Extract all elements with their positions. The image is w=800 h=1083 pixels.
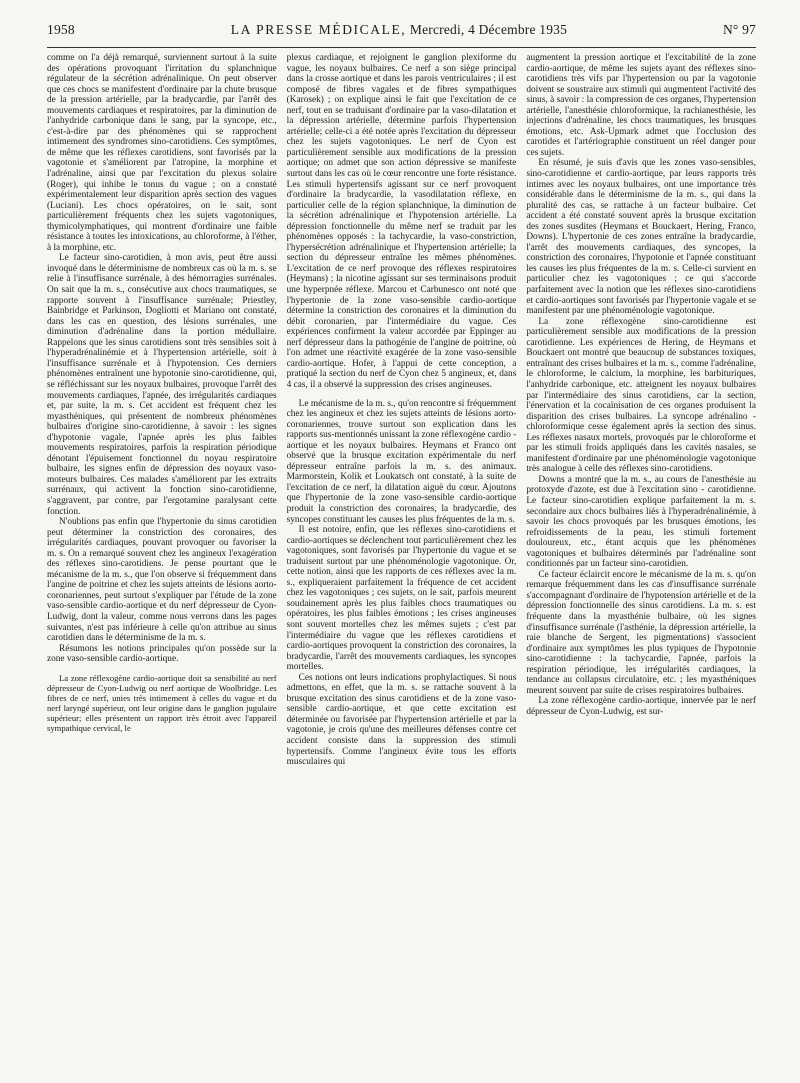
paragraph: Ces notions ont leurs indications prophylactiques. Si nous admettons, en effet, que la m. s. se rattache souvent à la brusque excitation des sinus carotidiens et de la zone vaso-sensible cardio-aortique, et que cette excitation est déterminée ou favorisée par l'hypertension artérielle et par la vagotonie, je crois qu'une des meilleures défenses contre cet accident consiste dans la suppression des stimuli hypertensifs. Comme l'angineux évite tous les efforts musculaires qui [286, 672, 517, 768]
publication-title-line [231, 22, 567, 38]
paragraph: augmentent la pression aortique et l'excitabilité de la zone cardio-aortique, de même les sujets ayant des réflexes sino-carotidiens très vifs par l'hypertension ou par la vagotonie doivent se soustraire aux stimuli qui augmentent l'activité des sinus, à savoir : la compression de ces organes, l'hypertension artérielle, l'anesthésie chloroformique, la rachianesthésie, les injections d'adrénaline, les chocs traumatiques, les brusques émotions, etc. Ask-Upmark admet que l'occlusion des carotides et l'artériographie constituent un réel danger pour ces sujets. [526, 53, 756, 158]
article-column-2 [287, 53, 517, 1083]
paragraph: plexus cardiaque, et rejoignent le ganglion plexiforme du vague, les noyaux bulbaires. Ce nerf a son siège principal dans la crosse aortique et dans les parois ventriculaires ; il est composé de fibres vagales et de fibres sympathiques (Karosek) ; on explique ainsi le fait que l'excitation de ce nerf, tout en se traduisant d'ordinaire par la vaso-dilatation et la dépression artérielle, détermine parfois l'hypertension artérielle; celle-ci a été notée après l'excitation du dépresseur chez les sujets vagotoniques. Le nerf de Cyon est particulièrement sensible aux modifications de la pression aortique; on admet que son action dépressive se manifeste surtout dans les cas où le cœur rencontre une forte résistance. Les stimuli hypertensifs agissant sur ce nerf provoquent d'ordinaire la bradycardie, la vasodilatation réflexe, en particulier celle de la région splanchnique, la diminution de la sécrétion adrénalinique et l'hypotension artérielle. La dépression fonctionnelle du même nerf se traduit par les phénomènes opposés : la tachycardie, la vaso-constriction, l'hypersécrétion adrénalinique et l'hypertension artérielle; la section du dépresseur entraîne les mêmes phénomènes. L'excitation de ce nerf provoque des réflexes respiratoires (Heymans) ; la nicotine agissant sur ses terminaisons produit une hyperpnée réflexe. Marcou et Carbunesco ont noté que l'hypertonie de la zone vaso-sensible cardio-aortique détermine la constriction des coronaires et la diminution du débit coronarien, par l'intermédiaire du vague. Ces expériences confirment la valeur accordée par Eppinger au nerf dépresseur dans la pathogénie de l'angine de poitrine, où l'on admet une réactivité exagérée de la zone vaso-sensible cardio-aortique. Hofer, à l'appui de cette conception, a pratiqué la section du nerf de Cyon chez 5 angineux, et, dans 4 cas, il a observé la suppression des crises angineuses. [286, 53, 517, 390]
paragraph: Le mécanisme de la m. s., qu'on rencontre si fréquemment chez les angineux et chez les sujets atteints de lésions aorto-coronariennes, trouve surtout son explication dans les rapports sus-mentionnés unissant la zone réflexogène cardio - aortique et les noyaux bulbaires. Heymans et Franco ont observé que la brusque excitation expérimentale du nerf dépresseur entraîne parfois la m. s. des animaux. Marmorstein, Kolik et Loukatsch ont constaté, à la suite de l'excitation de ce nerf, la dilatation aiguë du cœur. Ajoutons que l'hypertonie de la zone vaso-sensible cardio-aortique produit la constriction des coronaires, la bradycardie, des syncopes constituant les causes les plus fréquentes de la m. s. [286, 398, 517, 525]
publication-title: LA PRESSE MÉDICALE, [230, 22, 407, 37]
paragraph: La zone réflexogène sino-carotidienne est particulièrement sensible aux modifications de la pression carotidienne. Les expériences de Hering, de Heymans et Bouckaert ont montré que beaucoup de substances toxiques, entraînant des crises bulbaires et la m. s., comme l'adrénaline, le chloroforme, le calcium, la morphine, les barbituriques, l'anhydride carbonique, etc. atteignent les noyaux bulbaires par l'intermédiaire des sinus carotidiens, car la section, l'énervation et la cocaïnisation de ces organes produisent la disparition des crises bulbaires. La syncope adrénalino - chloroformique cesse également après la section des sinus. Les réflexes nasaux mortels, provoqués par le chloroforme et par les stimuli froids appliqués dans les cavités nasales, se manifestent d'ordinaire par une phénoménologie vagotonique très analogue à celle des réflexes sino-carotidiens. [526, 316, 756, 475]
paragraph: N'oublions pas enfin que l'hypertonie du sinus carotidien peut déterminer la constriction des coronaires, des irrégularités cardiaques, pouvant provoquer ou favoriser la m. s. On a remarqué souvent chez les angineux l'exagération des réflexes sino-carotidiens. Je pense pourtant que le mécanisme de la m. s., que l'on observe si fréquemment dans l'angine de poitrine et chez les sujets atteints de lésions aorto-coronariennes, peut surtout s'expliquer par l'étude de la zone vaso-sensible cardio-aortique et du nerf dépresseur de Cyon-Ludwig, dont la valeur, comme nous verrons dans les pages suivantes, n'est pas inférieure à celle qu'on attribue au sinus carotidien dans le déterminisme de la m. s. [47, 517, 277, 644]
paragraph: La zone réflexogène cardio-aortique doit sa sensibilité au nerf dépresseur de Cyon-Ludwig ou nerf aortique de Woolbridge. Les fibres de ce nerf, unies très intimement à celles du vague et du nerf laryngé supérieur, ont leur origine dans le ganglion jugulaire supérieur; elles présentent un rapport très étroit avec l'appareil sympathique cervical, le [47, 672, 277, 734]
paragraph: Ce facteur éclaircit encore le mécanisme de la m. s. qu'on remarque fréquemment dans les cas d'insuffisance surrénale s'accompagnant d'ordinaire de l'hypotension artérielle et de la dépression fonctionnelle des sinus carotidiens. La m. s. est fréquente dans la myasthénie bulbaire, où les signes d'insuffisance surrénale (l'asthénie, la dépression artérielle, la raie blanche de Sergent, les pigmentations) s'associent d'ordinaire aux symptômes les plus typiques de l'hypotonie sino-carotidienne : la tachycardie, l'apnée, parfois la respiration périodique, les irrégularités cardiaques, la tendance au collapsus circulatoire, etc. ; les myasthéniques meurent souvent par suite de crises respiratoires bulbaires. [526, 569, 756, 696]
page-header [47, 22, 756, 44]
issue-number: N° 97 [722, 22, 756, 37]
article-columns [47, 53, 756, 1083]
header-rule [47, 47, 756, 48]
paragraph: En résumé, je suis d'avis que les zones vaso-sensibles, sino-carotidienne et cardio-aortique, par leurs rapports très intimes avec les noyaux bulbaires, ont une importance très considérable dans le déterminisme de la m. s., qui dans la pluralité des cas, se rattache à un facteur bulbaire. Cet accident a été constaté souvent après la brusque excitation des zones susdites (Heymans et Bouckaert, Hering, Franco, Downs). L'hypertonie de ces zones entraîne la bradycardie, l'arrêt des mouvements cardiaques, des syncopes, la constriction des coronaires, l'hypotonie et l'apnée constituant les causes les plus fréquentes de la m. s. Celle-ci survient en particulier chez les vagotoniques ; ce qui s'accorde parfaitement avec la notion que les réflexes sino-carotidiens et cardio-aortiques sont favorisés par l'hypertonie vagale et se manifestent par une phénoménologie vagotonique. [526, 158, 756, 317]
article-column-3 [526, 53, 756, 1083]
paragraph: Le facteur sino-carotidien, à mon avis, peut être aussi invoqué dans le déterminisme de nombreux cas où la m. s. se relie à l'insuffisance surrénale, à des hémorragies surrénales. On sait que la m. s., consécutive aux chocs traumatiques, se rapporte souvent à l'insuffisance surrénale; Priestley, Bainbridge et Parkinson, Dogliotti et Mariano ont constaté, dans les cas en question, des lésions surrénales, une diminution d'adrénaline dans la portion médullaire. Rappelons que les sinus carotidiens sont très sensibles soit à l'hyperadrénalinémie et à l'hypertension artérielle, soit à l'insuffisance surrénale et à l'hypotension. Ces derniers phénomènes entraînent une hypotonie sino-carotidienne, qui, se réfléchissant sur les noyaux bulbaires, provoque l'arrêt des mouvements cardiaques, l'apnée, des irrégularités cardiaques et, par suite, la m. s. Cet accident est fréquent chez les myasthéniques, qui présentent de nombreux phénomènes bulbaires d'origine sino-carotidienne, à savoir : les signes d'hypotonie vagale, l'apnée après les plus faibles mouvements respiratoires, parfois la respiration périodique dénotant l'épuisement fonctionnel du noyau respiratoire bulbaire, les signes enfin de dépression des noyaux vaso-moteurs bulbaires. Ces malades s'améliorent par les extraits surrénaux, qui activent la fonction sino-carotidienne, s'aggravent, par contre, par l'ergotamine paralysant cette fonction. [47, 253, 277, 517]
article-column-1 [47, 53, 277, 1083]
issue-date: Mercredi, 4 Décembre 1935 [409, 22, 568, 37]
paragraph: Downs a montré que la m. s., au cours de l'anesthésie au protoxyde d'azote, est due à l'excitation sino - carotidienne. Le facteur sino-carotidien explique parfaitement la m. s. secondaire aux chocs bulbaires liés à l'hyperadrénalinémie, à savoir les chocs provoqués par les brusques émotions, les refroidissements de la peau, les stimuli fortement douloureux, etc., étant acquis que les phénomènes vagotoniques et bulbaires déterminés par l'adrénaline sont conditionnés par un facteur sino-carotidien. [526, 474, 756, 570]
paragraph: Il est notoire, enfin, que les réflexes sino-carotidiens et cardio-aortiques se déclenchent tout particulièrement chez les vagotoniques, sont favorisés par l'hypertonie du vague et se traduisent surtout par une phénoménologie vagotonique. Or, cette notion, ainsi que les rapports de ces réflexes avec la m. s., expliqueraient parfaitement la fréquence de cet accident chez les vagotoniques ; ces sujets, on le sait, parfois meurent soudainement après les plus faibles chocs traumatiques ou opératoires, les plus faibles émotions ; les crises angineuses sont souvent mortelles chez les mêmes sujets ; c'est par l'intermédiaire du vague que les réflexes carotidiens et cardio-aortiques provoquent la constriction des coronaires, la bradycardie, l'arrêt des mouvements cardiaques, les syncopes mortelles. [286, 525, 517, 673]
page-number: 1958 [47, 22, 75, 37]
paragraph: Résumons les notions principales qu'on possède sur la zone vaso-sensible cardio-aortique. [47, 643, 277, 665]
paragraph: comme on l'a déjà remarqué, surviennent surtout à la suite des opérations provoquant l'irritation du splanchnique régulateur de la sécrétion adrénalinique. On peut observer que ces chocs se manifestent d'ordinaire par la chute brusque de la pression artérielle, par la bradycardie, par l'arrêt des mouvements cardiaques et respiratoires, par la diminution de l'anhydride carbonique dans le sang, par la syncope, etc., c'est-à-dire par des phénomènes qui se rapprochent intimement des syndromes sino-carotidiens. Ces symptômes, de même que les réflexes carotidiens, sont favorisés par la vagotonie et s'améliorent par l'atropine, la morphine et l'adrénaline, ainsi que par l'excitation du plexus solaire (Roger), qui inhibe le tonus du vague ; on a constaté expérimentalement leur disparition après section des vagues (Luciani). Les chocs opératoires, on le sait, sont particulièrement fréquents chez les sujets vagotoniques, thymicolymphatiques, qui montrent d'ordinaire une faible résistance à toutes les intoxications, au chloroforme, à l'éther, à la morphine, etc. [47, 53, 277, 253]
paragraph: La zone réflexogène cardio-aortique, innervée par le nerf dépresseur de Cyon-Ludwig, est sur- [526, 696, 756, 717]
